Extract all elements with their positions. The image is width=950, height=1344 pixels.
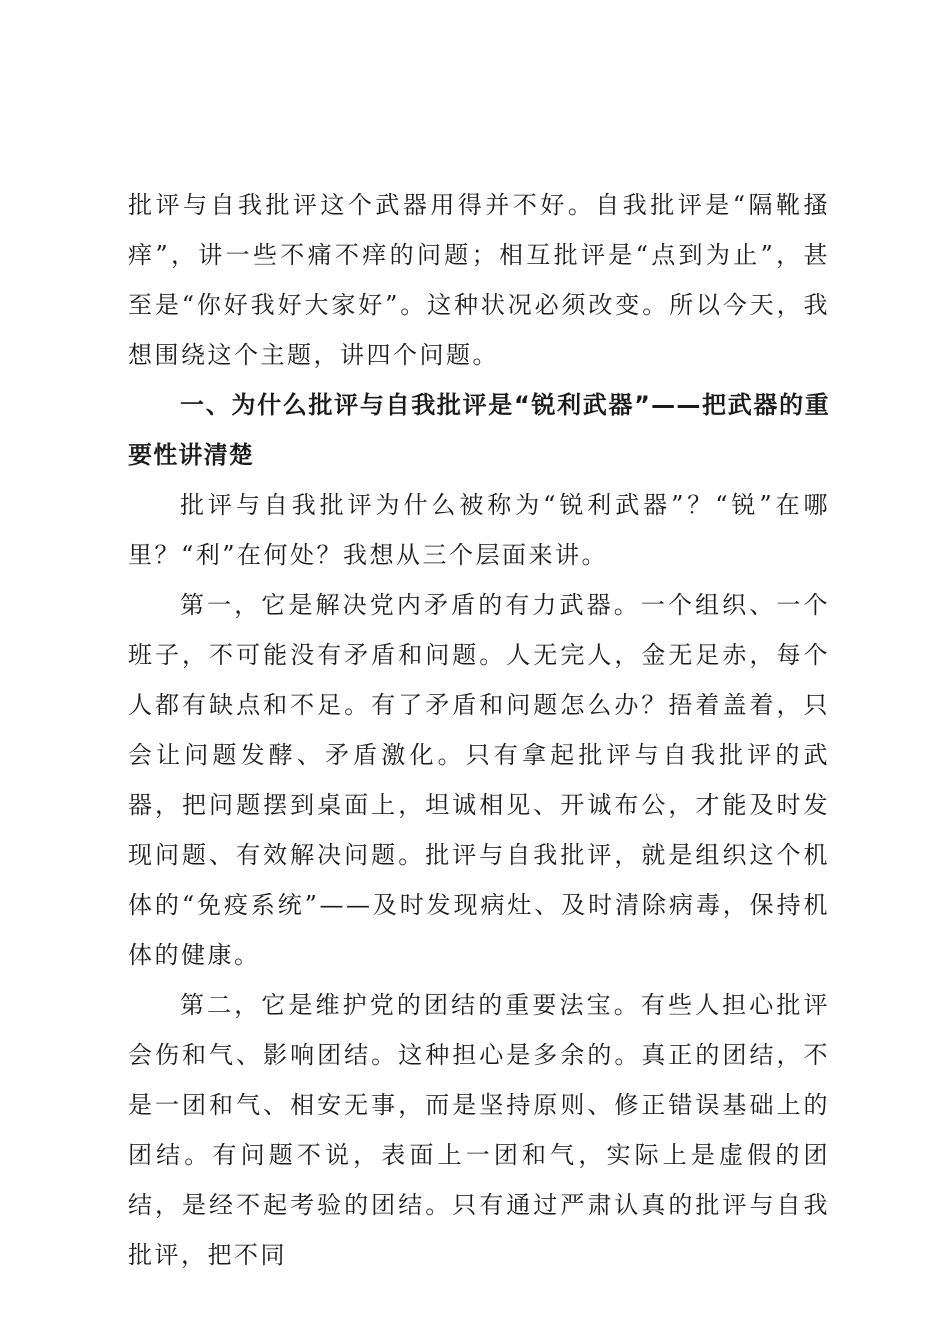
paragraph-first-point: 第一，它是解决党内矛盾的有力武器。一个组织、一个班子，不可能没有矛盾和问题。人无完人，金无足赤，每个人都有缺点和不足。有了矛盾和问题怎么办？捂着盖着，只会让问题发酵、矛盾激化。只有拿起批评与自我批评的武器，把问题摆到桌面上，坦诚相见、开诚布公，才能及时发现问题、有效解决问题。批评与自我批评，就是组织这个机体的“免疫系统”——及时发现病灶、及时清除病毒，保持机体的健康。: [128, 591, 830, 969]
document-body: [128, 180, 830, 1280]
paragraph-continuation: 批评与自我批评这个武器用得并不好。自我批评是“隔靴搔痒”，讲一些不痛不痒的问题；相互批评是“点到为止”，甚至是“你好我好大家好”。这种状况必须改变。所以今天，我想围绕这个主题，讲四个问题。: [128, 191, 830, 369]
paragraph-question: 批评与自我批评为什么被称为“锐利武器”？“锐”在哪里？“利”在何处？我想从三个层面来讲。: [128, 491, 830, 569]
section-heading: 一、为什么批评与自我批评是“锐利武器”——把武器的重要性讲清楚: [128, 391, 830, 469]
paragraph-second-point: 第二，它是维护党的团结的重要法宝。有些人担心批评会伤和气、影响团结。这种担心是多余的。真正的团结，不是一团和气、相安无事，而是坚持原则、修正错误基础上的团结。有问题不说，表面上一团和气，实际上是虚假的团结，是经不起考验的团结。只有通过严肃认真的批评与自我批评，把不同: [128, 991, 830, 1269]
